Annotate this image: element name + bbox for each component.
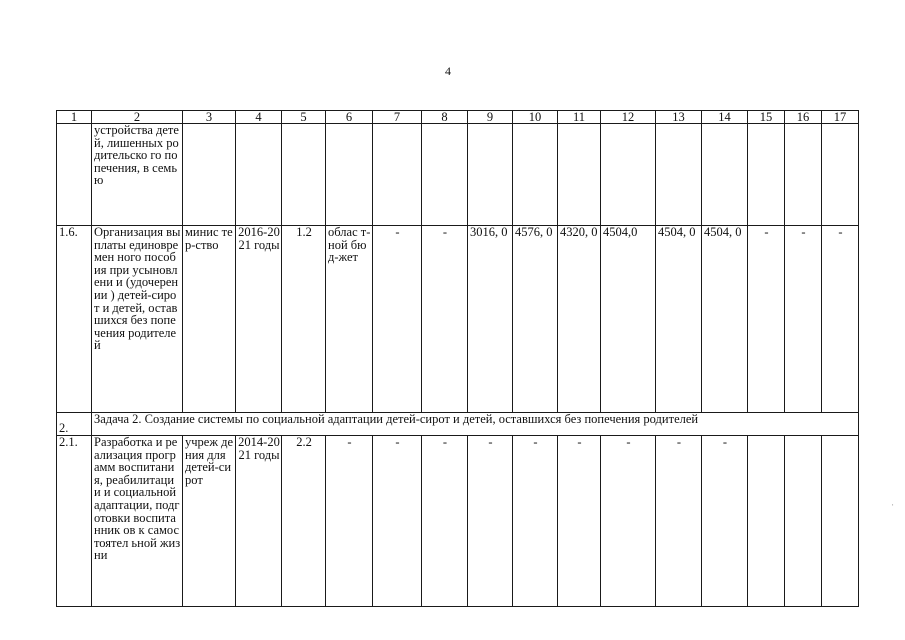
table-cell — [785, 124, 822, 226]
header-cell: 15 — [748, 111, 785, 124]
value-cell: - — [601, 436, 656, 607]
value-cell: - — [373, 436, 422, 607]
period-cell: 2016-2021 годы — [236, 226, 282, 413]
value-cell: - — [326, 436, 373, 607]
value-cell: - — [558, 436, 601, 607]
task-row — [57, 413, 859, 436]
value-cell: - — [422, 436, 468, 607]
table-cell — [183, 124, 236, 226]
header-cell: 10 — [513, 111, 558, 124]
value-cell: - — [373, 226, 422, 413]
value-cell: - — [702, 436, 748, 607]
header-row — [57, 111, 859, 124]
value-cell: - — [822, 226, 859, 413]
table-cell — [748, 436, 785, 607]
header-cell: 7 — [373, 111, 422, 124]
table-cell — [57, 124, 92, 226]
table-cell — [785, 436, 822, 607]
value-cell: 4504, 0 — [702, 226, 748, 413]
table-cell — [822, 124, 859, 226]
header-cell: 8 — [422, 111, 468, 124]
header-cell: 14 — [702, 111, 748, 124]
table-cell — [558, 124, 601, 226]
funding-source-cell: облас т-ной бюд-жет — [326, 226, 373, 413]
table-cell — [656, 124, 702, 226]
value-cell: - — [656, 436, 702, 607]
value-cell: 4504,0 — [601, 226, 656, 413]
table-row-1-6 — [57, 226, 859, 413]
header-cell: 5 — [282, 111, 326, 124]
indicator-cell: 2.2 — [282, 436, 326, 607]
table-row-2-1 — [57, 436, 859, 607]
period-cell: 2014-2021 годы — [236, 436, 282, 607]
value-cell: - — [748, 226, 785, 413]
header-cell: 12 — [601, 111, 656, 124]
header-cell: 17 — [822, 111, 859, 124]
row-number-cell: 2.1. — [57, 436, 92, 607]
table-cell — [822, 436, 859, 607]
header-cell: 9 — [468, 111, 513, 124]
table-cell — [422, 124, 468, 226]
measure-name-cell: Разработка и реализация программ воспитания, реабилитаци и и социальной адаптации, подготовки воспитанник ов к самостоятел ьной жизни — [92, 436, 183, 607]
executor-cell: минис тер-ство — [183, 226, 236, 413]
table-row-continuation — [57, 124, 859, 226]
value-cell: - — [422, 226, 468, 413]
program-table — [56, 110, 859, 607]
table-cell — [326, 124, 373, 226]
value-cell: - — [468, 436, 513, 607]
value-cell: - — [513, 436, 558, 607]
task-title-cell: Задача 2. Создание системы по социальной адаптации детей-сирот и детей, оставшихся без попечения родителей — [92, 413, 859, 436]
table-cell — [373, 124, 422, 226]
header-cell: 11 — [558, 111, 601, 124]
value-cell: 4320, 0 — [558, 226, 601, 413]
executor-cell: учреж дения для детей-сирот — [183, 436, 236, 607]
table-cell — [601, 124, 656, 226]
scan-artifact: ⋅ — [891, 500, 895, 510]
header-cell: 13 — [656, 111, 702, 124]
page-number: 4 — [445, 64, 451, 78]
header-cell: 6 — [326, 111, 373, 124]
table-cell — [748, 124, 785, 226]
measure-name-cell: Организация выплаты единовремен ного пособия при усыновлени и (удочерении ) детей-сирот и детей, оставшихся без попечения родителей — [92, 226, 183, 413]
value-cell: 4504, 0 — [656, 226, 702, 413]
measure-name-cell: устройства детей, лишенных родительско го попечения, в семью — [92, 124, 183, 226]
header-cell: 4 — [236, 111, 282, 124]
table-cell — [236, 124, 282, 226]
table-cell — [468, 124, 513, 226]
row-number-cell: 1.6. — [57, 226, 92, 413]
row-number-cell: 2. — [57, 413, 92, 436]
header-cell: 16 — [785, 111, 822, 124]
value-cell: - — [785, 226, 822, 413]
header-cell: 3 — [183, 111, 236, 124]
table-cell — [282, 124, 326, 226]
indicator-cell: 1.2 — [282, 226, 326, 413]
table-cell — [513, 124, 558, 226]
table-cell — [702, 124, 748, 226]
value-cell: 3016, 0 — [468, 226, 513, 413]
value-cell: 4576, 0 — [513, 226, 558, 413]
header-cell: 2 — [92, 111, 183, 124]
header-cell: 1 — [57, 111, 92, 124]
